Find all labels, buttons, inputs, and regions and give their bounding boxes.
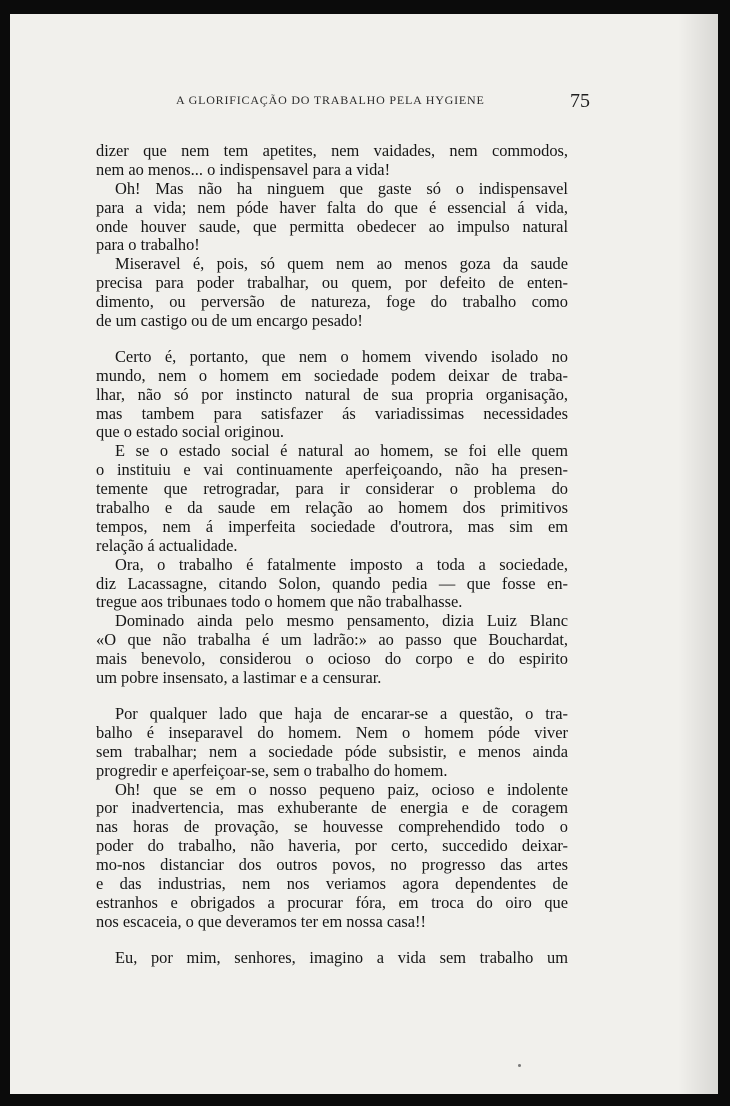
text-line: temente que retrogradar, para ir considerar o problema do <box>96 479 568 499</box>
text-line: de um castigo ou de um encargo pesado! <box>96 311 363 331</box>
text-line: Certo é, portanto, que nem o homem vivendo isolado no <box>115 346 568 366</box>
text-line: nas horas de provação, se houvesse comprehendido todo o <box>96 817 568 837</box>
text-line: Dominado ainda pelo mesmo pensamento, dizia Luiz Blanc <box>115 611 568 631</box>
text-line: precisa para poder trabalhar, ou quem, por defeito de enten- <box>96 273 568 293</box>
page-number: 75 <box>570 90 590 112</box>
text-line: Oh! Mas não ha ninguem que gaste só o indispensavel <box>115 178 568 198</box>
paragraph-gap <box>96 688 568 705</box>
text-line: por inadvertencia, mas exhuberante de energia e de coragem <box>96 798 568 818</box>
book-page <box>10 14 718 1094</box>
paper-speck <box>518 1064 521 1067</box>
text-line: tregue aos tribunaes todo o homem que não trabalhasse. <box>96 592 463 612</box>
text-line: Ora, o trabalho é fatalmente imposto a toda a sociedade, <box>115 554 568 574</box>
text-line: progredir e aperfeiçoar-se, sem o trabalho do homem. <box>96 760 448 780</box>
text-line: mas tambem para satisfazer ás variadissimas necessidades <box>96 403 568 423</box>
text-line: balho é inseparavel do homem. Nem o homem póde viver <box>96 722 568 742</box>
text-line: dizer que nem tem apetites, nem vaidades, nem commodos, <box>96 141 568 160</box>
text-line: mundo, nem o homem em sociedade podem deixar de traba- <box>96 365 568 385</box>
text-line: Eu, por mim, senhores, imagino a vida sem trabalho um <box>115 947 568 967</box>
text-line: lhar, não só por instincto natural de sua propria organisação, <box>96 384 568 404</box>
text-line: «O que não trabalha é um ladrão:» ao passo que Bouchardat, <box>96 630 568 650</box>
text-line: nem ao menos... o indispensavel para a vida! <box>96 159 391 179</box>
text-line: dimento, ou perversão de natureza, foge do trabalho como <box>96 292 568 312</box>
text-line: onde houver saude, que permitta obedecer ao impulso natural <box>96 216 568 236</box>
text-line: para a vida; nem póde haver falta do que é essencial á vida, <box>96 197 568 217</box>
text-line: mo-nos distanciar dos outros povos, no progresso das artes <box>96 855 568 875</box>
paragraph-gap <box>96 331 568 348</box>
paragraph-gap <box>96 932 568 949</box>
text-line: e das industrias, nem nos veriamos agora dependentes de <box>96 873 568 893</box>
text-line: estranhos e obrigados a procurar fóra, em troca do oiro que <box>96 892 568 912</box>
text-line: tempos, nem á imperfeita sociedade d'outrora, mas sim em <box>96 516 568 536</box>
text-line: poder do trabalho, não haveria, por certo, succedido deixar- <box>96 836 568 856</box>
text-line: para o trabalho! <box>96 235 200 255</box>
text-line: relação á actualidade. <box>96 535 238 555</box>
text-line: sem trabalhar; nem a sociedade póde subsistir, e menos ainda <box>96 741 568 761</box>
text-line: Miseravel é, pois, só quem nem ao menos goza da saude <box>115 254 568 274</box>
text-line: trabalho e da saude em relação ao homem dos primitivos <box>96 498 568 518</box>
text-line: o instituiu e vai continuamente aperfeiçoando, não ha presen- <box>96 460 568 480</box>
text-line: Por qualquer lado que haja de encarar-se a questão, o tra- <box>115 703 568 723</box>
text-line: E se o estado social é natural ao homem, se foi elle quem <box>115 441 568 461</box>
text-line: diz Lacassagne, citando Solon, quando pedia — que fosse en- <box>96 573 568 593</box>
text-line: Oh! que se em o nosso pequeno paiz, ocioso e indolente <box>115 779 568 799</box>
text-line: mais benevolo, considerou o ocioso do corpo e do espirito <box>96 649 568 669</box>
body-text <box>96 142 568 968</box>
running-title: A GLORIFICAÇÃO DO TRABALHO PELA HYGIENE <box>176 93 485 107</box>
page-header <box>176 90 590 114</box>
text-line: nos escaceia, o que deveramos ter em nossa casa!! <box>96 911 426 931</box>
text-line: que o estado social originou. <box>96 422 284 442</box>
text-line: um pobre insensato, a lastimar e a censurar. <box>96 668 382 688</box>
